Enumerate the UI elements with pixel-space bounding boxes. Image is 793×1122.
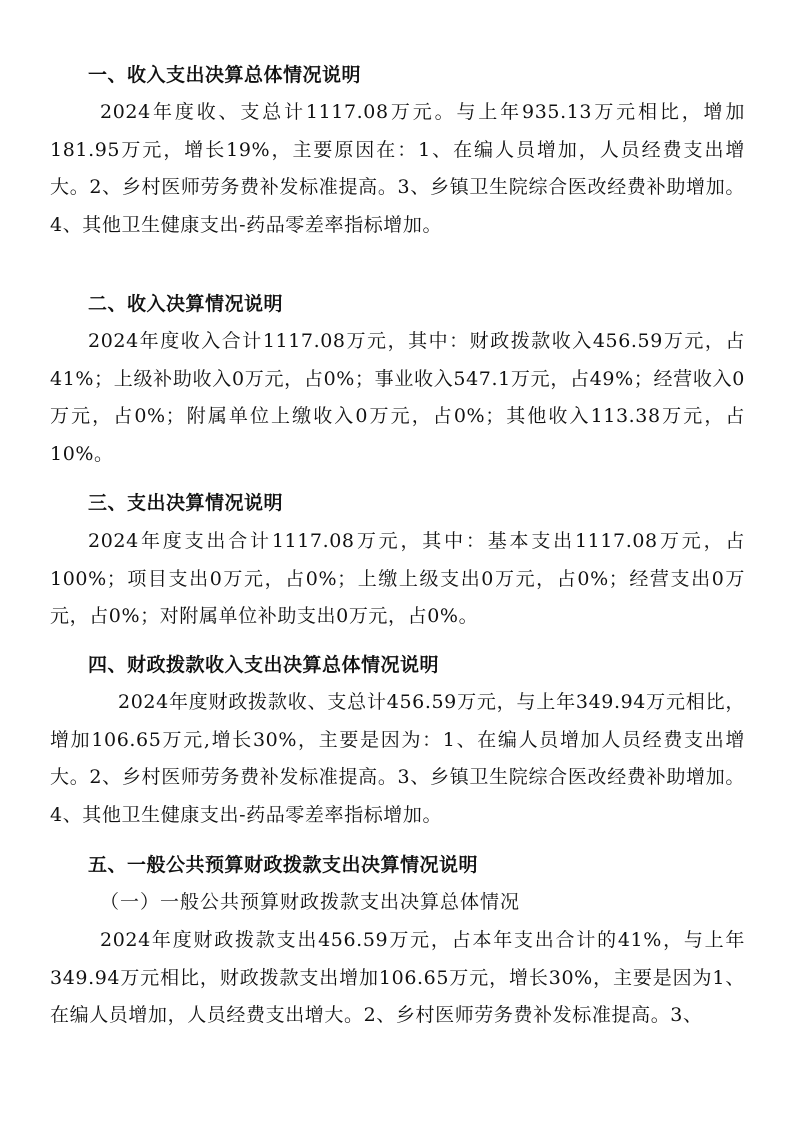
section-1-heading: 一、收入支出决算总体情况说明	[88, 64, 362, 86]
section-2-paragraph: 2024年度收入合计1117.08万元，其中：财政拨款收入456.59万元，占41%；上级补助收入0万元，占0%；事业收入547.1万元，占49%；经营收入0万元，占0%；附属单位上缴收入0万元，占0%；其他收入113.38万元，占10%。	[50, 330, 745, 465]
section-4-paragraph: 2024年度财政拨款收、支总计456.59万元，与上年349.94万元相比，增加106.65万元,增长30%，主要是因为：1、在编人员增加人员经费支出增大。2、乡村医师劳务费补发标准提高。3、乡镇卫生院综合医改经费补助增加。4、其他卫生健康支出-药品零差率指标增加。	[50, 691, 745, 826]
section-2-heading: 二、收入决算情况说明	[88, 293, 284, 315]
section-3-heading: 三、支出决算情况说明	[88, 492, 284, 514]
section-5-subheading: （一）一般公共预算财政拨款支出决算总体情况	[100, 891, 521, 913]
section-4-heading: 四、财政拨款收入支出决算总体情况说明	[88, 654, 440, 676]
section-3-paragraph: 2024年度支出合计1117.08万元，其中：基本支出1117.08万元，占100%；项目支出0万元，占0%；上缴上级支出0万元，占0%；经营支出0万元，占0%；对附属单位补助支出0万元，占0%。	[50, 530, 745, 627]
section-5-heading: 五、一般公共预算财政拨款支出决算情况说明	[88, 854, 479, 876]
section-1-paragraph: 2024年度收、支总计1117.08万元。与上年935.13万元相比，增加181.95万元，增长19%，主要原因在：1、在编人员增加，人员经费支出增大。2、乡村医师劳务费补发标准提高。3、乡镇卫生院综合医改经费补助增加。4、其他卫生健康支出-药品零差率指标增加。	[50, 101, 745, 236]
section-5-paragraph: 2024年度财政拨款支出456.59万元，占本年支出合计的41%，与上年349.94万元相比，财政拨款支出增加106.65万元，增长30%，主要是因为1、在编人员增加，人员经费支出增大。2、乡村医师劳务费补发标准提高。3、	[50, 929, 745, 1026]
